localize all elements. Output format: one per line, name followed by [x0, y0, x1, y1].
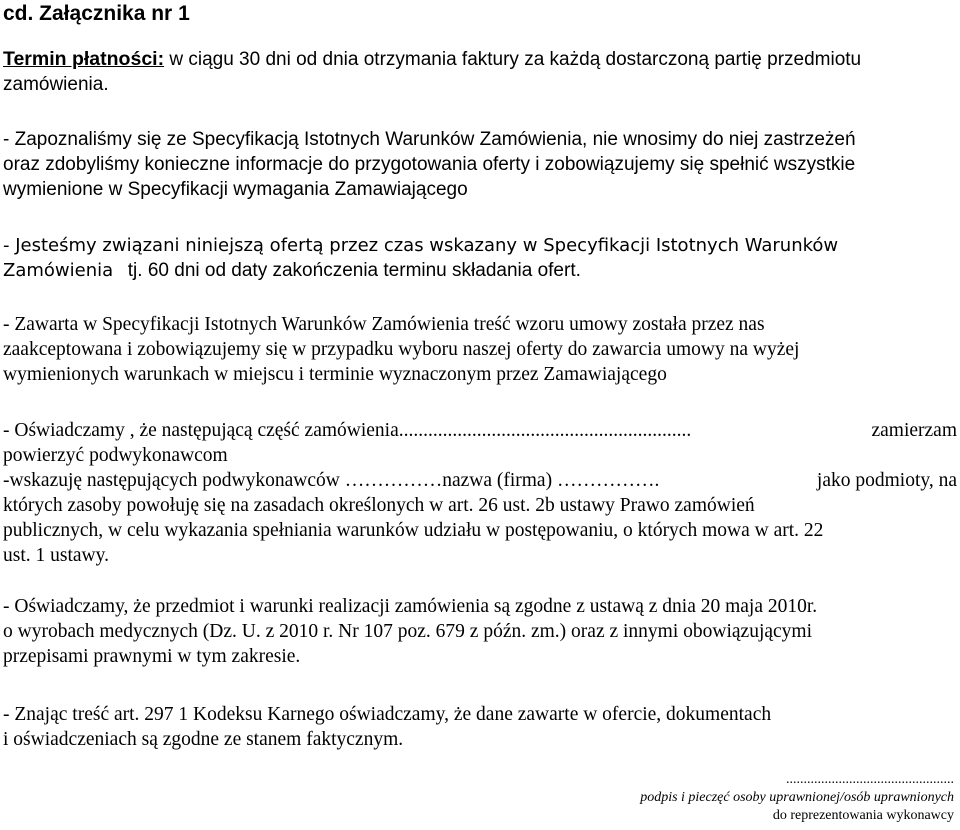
paragraph-line: - Znając treść art. 297 1 Kodeksu Karnego oświadczamy, że dane zawarte w ofercie, dokumentach	[3, 704, 772, 725]
paragraph-line: powierzyć podwykonawcom	[3, 445, 228, 466]
paragraph-line: przepisami prawnymi w tym zakresie.	[3, 646, 301, 667]
payment-term-text-cont: zamówienia.	[3, 74, 109, 95]
payment-term	[3, 47, 957, 97]
paragraph-line-end: tj. 60 dni od daty zakończenia terminu składania ofert.	[127, 260, 581, 281]
paragraph-line-start: Zamówienia	[3, 260, 114, 281]
paragraph-line: zaakceptowana i zobowiązujemy się w przypadku wyboru naszej oferty do zawarcia umowy na wyżej	[3, 339, 800, 360]
declaration-specification	[3, 127, 957, 202]
paragraph-line-start: - Oświadczamy , że następującą część zamówienia	[3, 420, 399, 441]
paragraph-line-start: -wskazuję następujących podwykonawców	[3, 470, 340, 491]
paragraph-line: - Oświadczamy, że przedmiot i warunki realizacji zamówienia są zgodne z ustawą z dnia 20 maja 2010r.	[3, 596, 818, 617]
signature-caption: do reprezentowania wykonawcy	[772, 808, 954, 823]
payment-term-text: w ciągu 30 dni od dnia otrzymania faktury za każdą dostarczoną partię przedmiotu	[164, 49, 862, 70]
declaration-criminal-code	[3, 702, 957, 752]
paragraph-line: ust. 1 ustawy.	[3, 545, 109, 566]
paragraph-line: których zasoby powołuję się na zasadach określonych w art. 26 ust. 2b ustawy Prawo zamówień	[3, 495, 755, 516]
paragraph-line: - Jesteśmy związani niniejszą ofertą przez czas wskazany w Specyfikacji Istotnych Warunków	[3, 235, 839, 256]
declaration-subcontractors	[3, 418, 957, 568]
declaration-contract-template	[3, 312, 957, 387]
signature-block	[640, 771, 954, 825]
declaration-medical-devices	[3, 594, 957, 669]
paragraph-line: wymienionych warunkach w miejscu i terminie wyznaczonym przez Zamawiającego	[3, 364, 667, 385]
blank-label: nazwa (firma)	[442, 470, 553, 491]
document-heading: cd. Załącznika nr 1	[3, 2, 190, 25]
paragraph-line-end: zamierzam	[871, 420, 957, 441]
declaration-binding-period	[3, 233, 957, 283]
payment-term-label: Termin płatności:	[3, 48, 165, 70]
paragraph-line: - Zapoznaliśmy się ze Specyfikacją Istotnych Warunków Zamówienia, nie wnosimy do niej zastrzeżeń	[3, 129, 856, 150]
signature-role: podpis i pieczęć osoby uprawnionej/osób uprawnionych	[640, 790, 954, 805]
paragraph-line-end: jako podmioty, na	[816, 470, 957, 491]
signature-line: ................................................	[786, 772, 954, 787]
paragraph-line: oraz zdobyliśmy konieczne informacje do przygotowania oferty i zobowiązujemy się spełnić wszystkie	[3, 154, 856, 175]
blank-dots: ……………	[344, 470, 443, 491]
paragraph-line: wymienione w Specyfikacji wymagania Zamawiającego	[3, 179, 468, 200]
blank-dots: ............................................................	[398, 420, 692, 441]
blank-dots: …………….	[556, 470, 660, 491]
paragraph-line: - Zawarta w Specyfikacji Istotnych Warunków Zamówienia treść wzoru umowy została przez nas	[3, 314, 765, 335]
paragraph-line: publicznych, w celu wykazania spełniania warunków udziału w postępowaniu, o których mowa w art. 22	[3, 520, 824, 541]
paragraph-line: o wyrobach medycznych (Dz. U. z 2010 r. Nr 107 poz. 679 z późn. zm.) oraz z innymi obowiązującymi	[3, 621, 813, 642]
paragraph-line: i oświadczeniach są zgodne ze stanem faktycznym.	[3, 729, 404, 750]
